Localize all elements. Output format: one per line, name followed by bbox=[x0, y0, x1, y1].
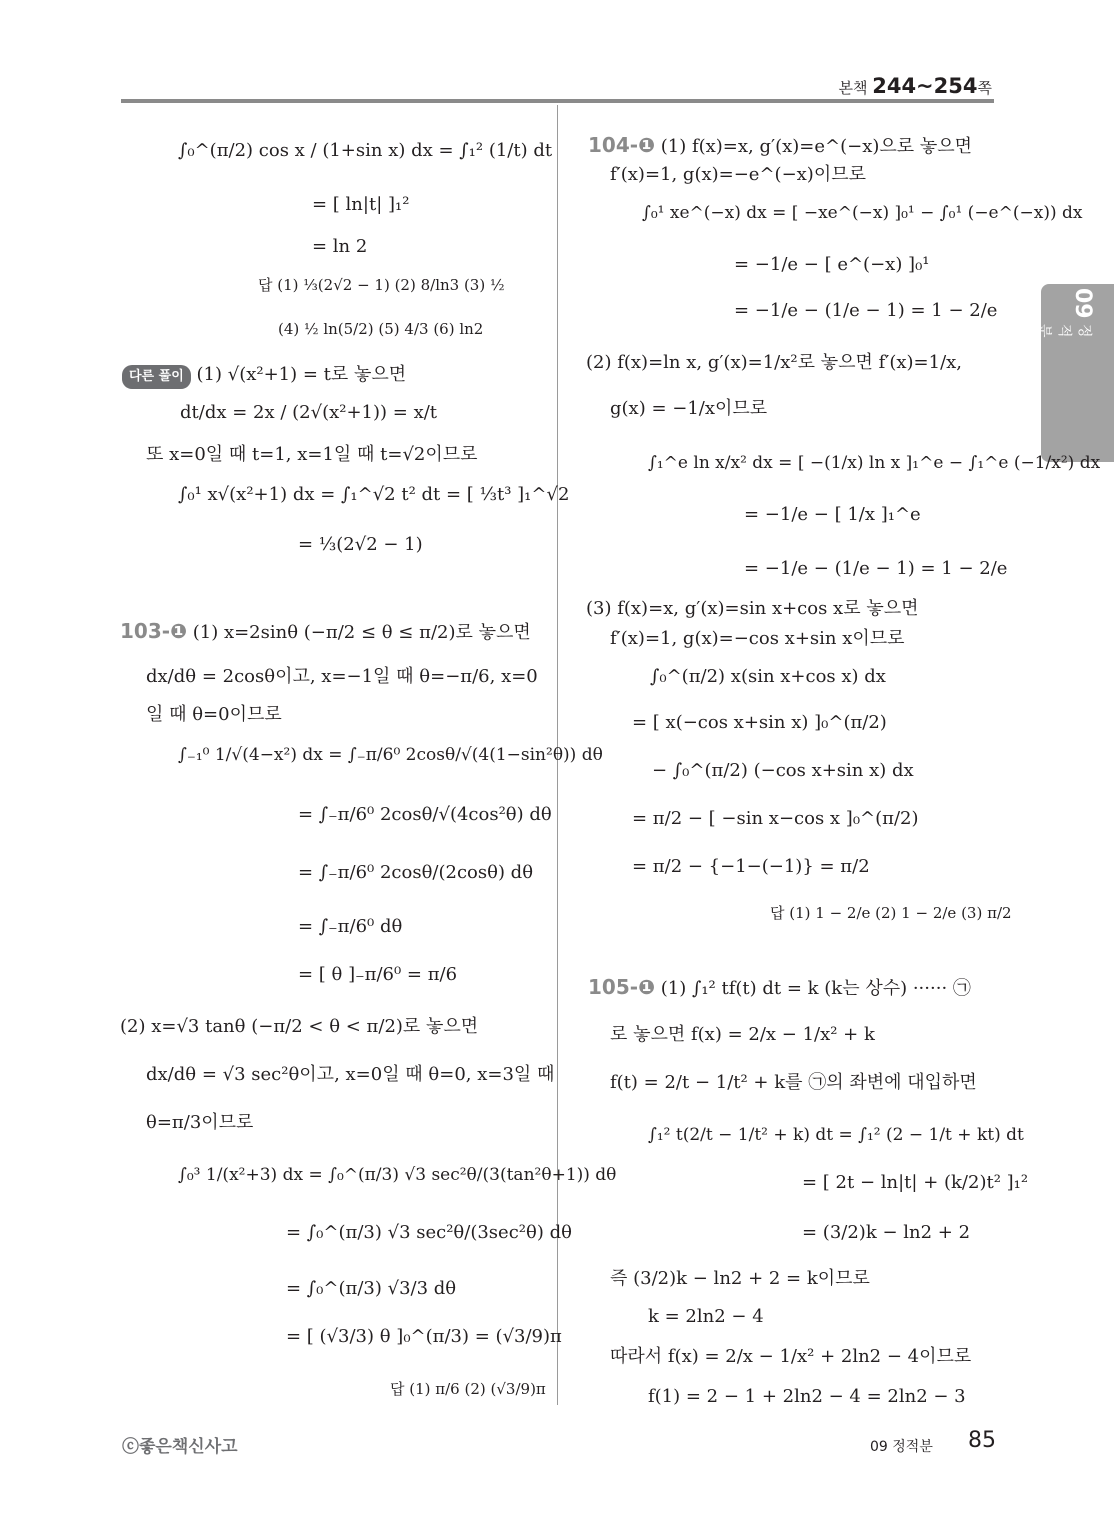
p104-line-3: ∫₀¹ xe^(−x) dx = [ −xe^(−x) ]₀¹ − ∫₀¹ (−e^(−x)) dx bbox=[642, 203, 1083, 223]
p104-line-1: (1) f(x)=x, g′(x)=e^(−x)으로 놓으면 bbox=[660, 136, 973, 157]
problem-103-row bbox=[120, 620, 531, 644]
answer-104: 답 (1) 1 − 2/e (2) 1 − 2/e (3) π/2 bbox=[770, 904, 1012, 922]
page-number: 85 bbox=[968, 1428, 996, 1453]
alt-line-1: (1) √(x²+1) = t로 놓으면 bbox=[196, 364, 407, 385]
p104-line-13: ∫₀^(π/2) x(sin x+cos x) dx bbox=[650, 666, 886, 687]
problem-103-number: 103-❶ bbox=[120, 619, 187, 643]
p104-line-10: = −1/e − (1/e − 1) = 1 − 2/e bbox=[744, 558, 1008, 579]
p104-line-2: f′(x)=1, g(x)=−e^(−x)이므로 bbox=[610, 164, 866, 185]
top-rule bbox=[121, 99, 994, 103]
p103-line-3: 일 때 θ=0이므로 bbox=[146, 704, 282, 725]
left-line-2: = [ ln|t| ]₁² bbox=[312, 194, 410, 215]
p105-line-7: 즉 (3/2)k − ln2 + 2 = k이므로 bbox=[610, 1268, 870, 1289]
footer-section: 09 정적분 bbox=[870, 1439, 933, 1455]
answer-103: 답 (1) π/6 (2) (√3/9)π bbox=[390, 1380, 546, 1398]
publisher-logo: ⓒ좋은책신사고 bbox=[122, 1437, 238, 1457]
chapter-tab bbox=[1036, 284, 1114, 462]
p103-line-11: θ=π/3이므로 bbox=[146, 1112, 254, 1133]
problem-105-number: 105-❶ bbox=[588, 975, 655, 999]
p105-line-5: = [ 2t − ln|t| + (k/2)t² ]₁² bbox=[802, 1172, 1029, 1193]
p104-line-11: (3) f(x)=x, g′(x)=sin x+cos x로 놓으면 bbox=[586, 598, 919, 619]
left-line-3: = ln 2 bbox=[312, 236, 368, 257]
p104-line-6: (2) f(x)=ln x, g′(x)=1/x²로 놓으면 f′(x)=1/x, bbox=[586, 352, 963, 373]
chapter-title: 정적분 bbox=[1036, 324, 1092, 338]
p103-line-5: = ∫₋π/6⁰ 2cosθ/√(4cos²θ) dθ bbox=[298, 804, 552, 825]
p103-line-14: = ∫₀^(π/3) √3/3 dθ bbox=[286, 1278, 457, 1299]
p105-line-6: = (3/2)k − ln2 + 2 bbox=[802, 1222, 971, 1243]
p104-line-16: = π/2 − [ −sin x−cos x ]₀^(π/2) bbox=[632, 808, 919, 829]
answer-102b: (4) ½ ln(5/2) (5) 4/3 (6) ln2 bbox=[278, 320, 484, 338]
problem-105-row bbox=[588, 976, 971, 1000]
p103-line-2: dx/dθ = 2cosθ이고, x=−1일 때 θ=−π/6, x=0 bbox=[146, 666, 538, 687]
p103-line-4: ∫₋₁⁰ 1/√(4−x²) dx = ∫₋π/6⁰ 2cosθ/√(4(1−sin²θ)) dθ bbox=[178, 745, 603, 765]
p103-line-6: = ∫₋π/6⁰ 2cosθ/(2cosθ) dθ bbox=[298, 862, 534, 883]
alt-line-3: 또 x=0일 때 t=1, x=1일 때 t=√2이므로 bbox=[146, 444, 478, 465]
left-line-1: ∫₀^(π/2) cos x / (1+sin x) dx = ∫₁² (1/t) dt bbox=[178, 140, 553, 161]
p104-line-9: = −1/e − [ 1/x ]₁^e bbox=[744, 504, 921, 525]
p105-line-10: f(1) = 2 − 1 + 2ln2 − 4 = 2ln2 − 3 bbox=[648, 1386, 966, 1407]
alt-line-2: dt/dx = 2x / (2√(x²+1)) = x/t bbox=[180, 402, 438, 423]
p104-line-4: = −1/e − [ e^(−x) ]₀¹ bbox=[734, 254, 930, 275]
p104-line-7: g(x) = −1/x이므로 bbox=[610, 398, 768, 419]
page-reference: 본책 244~254쪽 bbox=[838, 74, 992, 98]
p103-line-10: dx/dθ = √3 sec²θ이고, x=0일 때 θ=0, x=3일 때 bbox=[146, 1064, 555, 1085]
p104-line-14: = [ x(−cos x+sin x) ]₀^(π/2) bbox=[632, 712, 887, 733]
p105-line-1: (1) ∫₁² tf(t) dt = k (k는 상수) ······ ㉠ bbox=[660, 978, 971, 999]
p103-line-1: (1) x=2sinθ (−π/2 ≤ θ ≤ π/2)로 놓으면 bbox=[192, 622, 531, 643]
p103-line-15: = [ (√3/3) θ ]₀^(π/3) = (√3/9)π bbox=[286, 1326, 562, 1347]
problem-104-number: 104-❶ bbox=[588, 133, 655, 157]
alt-solution-badge: 다른 풀이 bbox=[122, 365, 191, 389]
p103-line-12: ∫₀³ 1/(x²+3) dx = ∫₀^(π/3) √3 sec²θ/(3(tan²θ+1)) dθ bbox=[178, 1165, 617, 1185]
p105-line-8: k = 2ln2 − 4 bbox=[648, 1306, 764, 1327]
p104-line-15: − ∫₀^(π/2) (−cos x+sin x) dx bbox=[652, 760, 914, 781]
p104-line-17: = π/2 − {−1−(−1)} = π/2 bbox=[632, 856, 870, 877]
p104-line-5: = −1/e − (1/e − 1) = 1 − 2/e bbox=[734, 300, 998, 321]
p103-line-13: = ∫₀^(π/3) √3 sec²θ/(3sec²θ) dθ bbox=[286, 1222, 572, 1243]
alt-line-4: ∫₀¹ x√(x²+1) dx = ∫₁^√2 t² dt = [ ⅓t³ ]₁^√2 bbox=[178, 484, 570, 505]
alt-line-5: = ⅓(2√2 − 1) bbox=[298, 534, 423, 555]
p105-line-2: 로 놓으면 f(x) = 2/x − 1/x² + k bbox=[610, 1024, 875, 1045]
p103-line-8: = [ θ ]₋π/6⁰ = π/6 bbox=[298, 964, 458, 985]
problem-104-row bbox=[588, 134, 972, 158]
p105-line-3: f(t) = 2/t − 1/t² + k를 ㉠의 좌변에 대입하면 bbox=[610, 1072, 977, 1093]
p104-line-8: ∫₁^e ln x/x² dx = [ −(1/x) ln x ]₁^e − ∫₁^e (−1/x²) dx bbox=[648, 453, 1101, 473]
chapter-number: 09 bbox=[1070, 288, 1095, 319]
p105-line-9: 따라서 f(x) = 2/x − 1/x² + 2ln2 − 4이므로 bbox=[610, 1346, 972, 1367]
p103-line-7: = ∫₋π/6⁰ dθ bbox=[298, 916, 403, 937]
p103-line-9: (2) x=√3 tanθ (−π/2 < θ < π/2)로 놓으면 bbox=[120, 1016, 479, 1037]
p104-line-12: f′(x)=1, g(x)=−cos x+sin x이므로 bbox=[610, 628, 905, 649]
answer-102a: 답 (1) ⅓(2√2 − 1) (2) 8/ln3 (3) ½ bbox=[258, 276, 505, 294]
alt-solution-row bbox=[122, 364, 406, 389]
p105-line-4: ∫₁² t(2/t − 1/t² + k) dt = ∫₁² (2 − 1/t + kt) dt bbox=[648, 1125, 1024, 1145]
